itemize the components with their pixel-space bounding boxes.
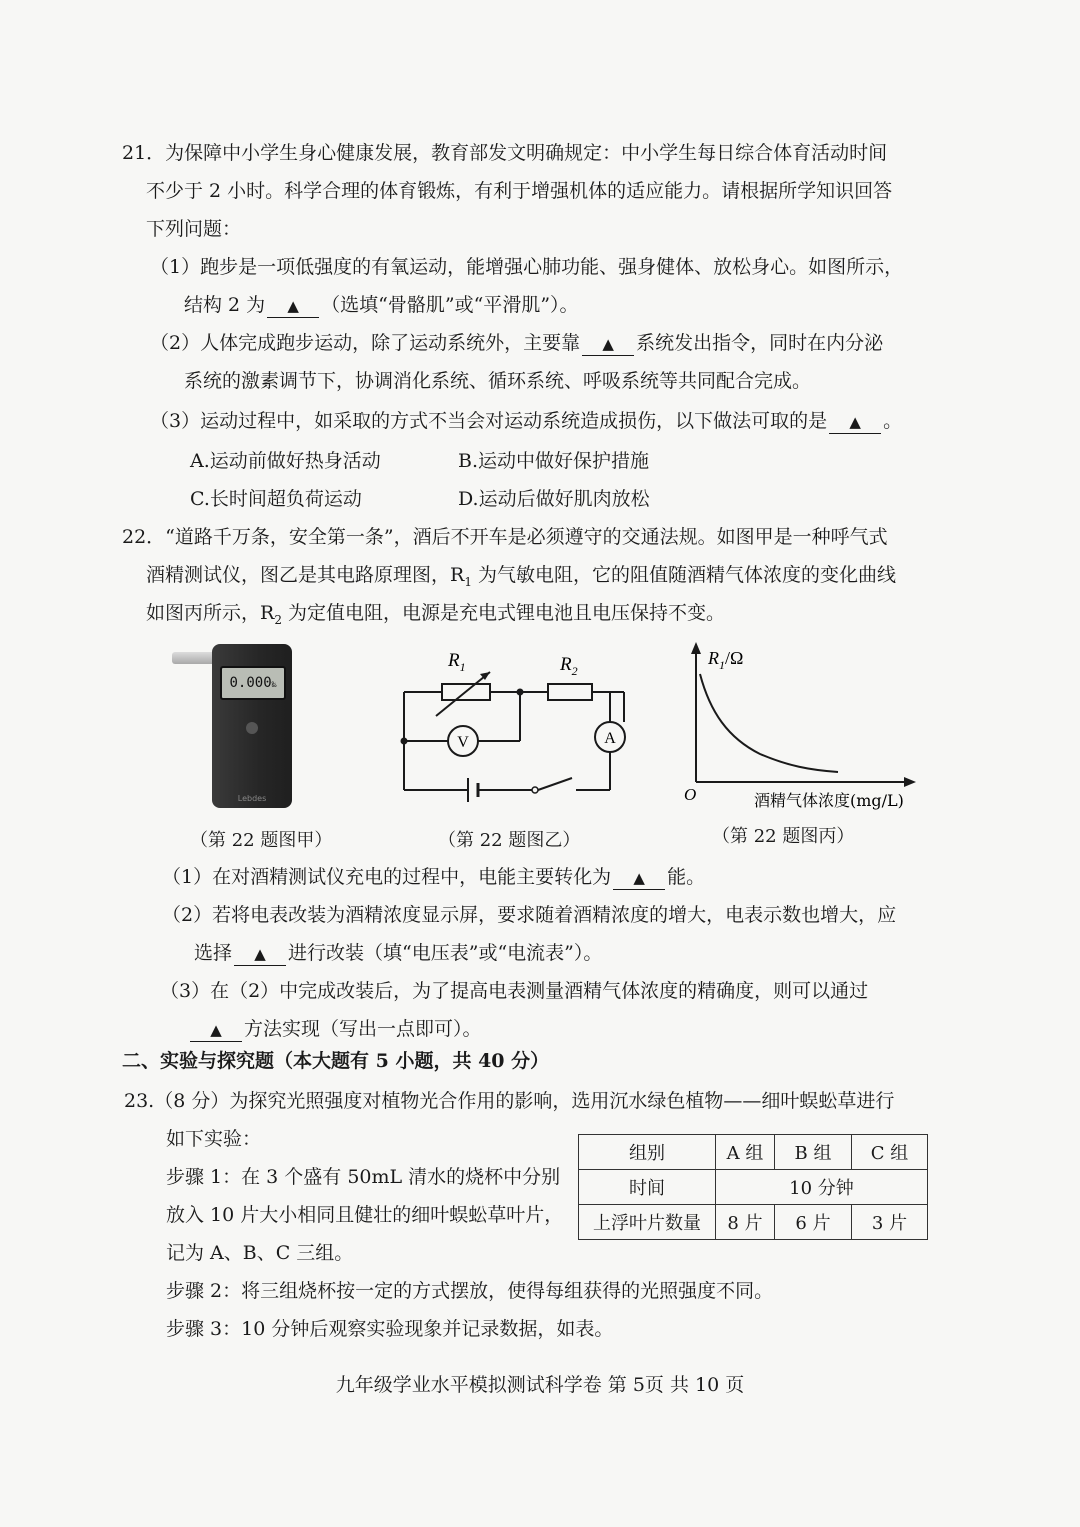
q22-line3-end: 为定值电阻，电源是充电式锂电池且电压保持不变。 <box>281 602 725 624</box>
q23-line1: 23.（8 分）为探究光照强度对植物光合作用的影响，选用沉水绿色植物——细叶蜈蚣草进行 <box>124 1090 895 1112</box>
q22-part1-prefix: （1）在对酒精测试仪充电的过程中，电能主要转化为 <box>162 866 612 888</box>
ammeter-label: A <box>604 730 616 747</box>
answer-blank[interactable] <box>267 294 319 318</box>
q22-part1-suffix: 能。 <box>667 866 706 888</box>
resistance-graph <box>680 640 940 815</box>
q21-part1-suffix: （选填“骨骼肌”或“平滑肌”）。 <box>321 294 579 316</box>
q21-part2-suffix: 系统发出指令，同时在内分泌 <box>636 332 884 354</box>
blank-triangle-icon: ▲ <box>849 413 861 431</box>
q22-part3-line1: （3）在（2）中完成改装后，为了提高电表测量酒精气体浓度的精确度，则可以通过 <box>160 980 869 1002</box>
q22-part3-line2 <box>188 1016 482 1042</box>
graph-origin-label: O <box>684 785 697 804</box>
section-heading: 二、实验与探究题（本大题有 5 小题，共 40 分） <box>122 1050 550 1072</box>
q23-step1-line1: 步骤 1：在 3 个盛有 50mL 清水的烧杯中分别 <box>166 1166 561 1188</box>
resistance-curve <box>700 674 838 772</box>
table-cell-float-b: 6 片 <box>775 1205 852 1240</box>
q21-line2: 不少于 2 小时。科学合理的体育锻炼，有利于增强机体的适应能力。请根据所学知识回答 <box>146 180 893 202</box>
r1-label: $R_1$ <box>448 650 466 674</box>
q22-line3 <box>146 600 725 633</box>
figure-c-caption: （第 22 题图丙） <box>712 826 855 847</box>
q22-line2-start: 酒精测试仪，图乙是其电路原理图，R <box>146 564 465 586</box>
q21-part3-prefix: （3）运动过程中，如采取的方式不当会对运动系统造成损伤，以下做法可取的是 <box>150 410 828 432</box>
q23-step1-line2: 放入 10 片大小相同且健壮的细叶蜈蚣草叶片， <box>166 1204 564 1226</box>
answer-blank[interactable] <box>829 410 881 434</box>
blank-triangle-icon: ▲ <box>254 945 266 963</box>
table-cell-float-a: 8 片 <box>716 1205 775 1240</box>
q21-part3-suffix: 。 <box>883 410 903 432</box>
table-header-b: B 组 <box>775 1135 852 1170</box>
q21-part3-line <box>150 408 902 434</box>
r1-subscript: 1 <box>464 574 472 589</box>
q21-part2-prefix: （2）人体完成跑步运动，除了运动系统外，主要靠 <box>150 332 581 354</box>
circuit-diagram <box>390 640 640 810</box>
q21-option-b: B.运动中做好保护措施 <box>458 450 650 472</box>
blank-triangle-icon: ▲ <box>602 335 614 353</box>
page-footer: 九年级学业水平模拟测试科学卷 第 5页 共 10 页 <box>335 1374 745 1396</box>
q23-step2: 步骤 2：将三组烧杯按一定的方式摆放，使得每组获得的光照强度不同。 <box>166 1280 774 1302</box>
table-cell-float-label: 上浮叶片数量 <box>579 1205 716 1240</box>
q22-part2-suffix: 进行改装（填“电压表”或“电流表”）。 <box>288 942 603 964</box>
blank-triangle-icon: ▲ <box>210 1021 222 1039</box>
graph-y-label: $R_1/\Omega$ <box>708 648 744 672</box>
table-header-group: 组别 <box>579 1135 716 1170</box>
q21-option-c: C.长时间超负荷运动 <box>190 488 362 510</box>
q22-line1: 22．“道路千万条，安全第一条”，酒后不开车是必须遵守的交通法规。如图甲是一种呼气式 <box>122 526 888 548</box>
table-row <box>579 1135 928 1170</box>
table-cell-time-label: 时间 <box>579 1170 716 1205</box>
q21-part2-line1 <box>150 330 883 356</box>
q23-line2: 如下实验： <box>166 1128 262 1150</box>
resistor-r2 <box>548 684 592 700</box>
power-button-icon <box>246 722 258 734</box>
q22-line2-end: 为气敏电阻，它的阻值随酒精气体浓度的变化曲线 <box>471 564 896 586</box>
breath-tube <box>172 652 216 664</box>
q21-part1-line2 <box>184 292 579 318</box>
q21-part2-line2: 系统的激素调节下，协调消化系统、循环系统、呼吸系统等共同配合完成。 <box>184 370 812 392</box>
q21-part1-prefix: 结构 2 为 <box>184 294 266 316</box>
q22-part2-prefix: 选择 <box>194 942 233 964</box>
q22-line3-start: 如图丙所示，R <box>146 602 275 624</box>
q22-part2-line2 <box>194 940 602 966</box>
q23-step3: 步骤 3：10 分钟后观察实验现象并记录数据，如表。 <box>166 1318 614 1340</box>
q22-part1-line <box>162 864 705 890</box>
device-reading: 0.000 <box>229 675 272 691</box>
q23-step1-line3: 记为 A、B、C 三组。 <box>166 1242 354 1264</box>
q21-line1: 21．为保障中小学生身心健康发展，教育部发文明确规定：中小学生每日综合体育活动时间 <box>122 142 888 164</box>
table-cell-time-value: 10 分钟 <box>716 1170 928 1205</box>
answer-blank[interactable] <box>234 942 286 966</box>
q22-line2 <box>146 562 896 595</box>
answer-blank[interactable] <box>190 1018 242 1042</box>
device-brand: Lebdes <box>237 794 267 803</box>
graph-x-label: 酒精气体浓度(mg/L) <box>754 791 904 810</box>
table-row <box>579 1205 928 1240</box>
figure-a-caption: （第 22 题图甲） <box>190 830 333 851</box>
blank-triangle-icon: ▲ <box>287 297 299 315</box>
results-table <box>578 1134 928 1240</box>
blank-triangle-icon: ▲ <box>633 869 645 887</box>
q22-part2-line1: （2）若将电表改装为酒精浓度显示屏，要求随着酒精浓度的增大，电表示数也增大，应 <box>162 904 897 926</box>
table-header-a: A 组 <box>716 1135 775 1170</box>
switch-blade <box>538 778 572 790</box>
q21-option-a: A.运动前做好热身活动 <box>190 450 381 472</box>
figure-b-caption: （第 22 题图乙） <box>438 830 581 851</box>
breathalyzer-device <box>212 644 292 808</box>
voltmeter-label: V <box>457 734 469 751</box>
q22-part3-suffix: 方法实现（写出一点即可）。 <box>244 1018 482 1040</box>
device-screen <box>220 666 286 700</box>
r2-label: $R_2$ <box>560 654 578 678</box>
table-row <box>579 1170 928 1205</box>
r2-subscript: 2 <box>274 612 282 627</box>
q21-part1-line1: （1）跑步是一项低强度的有氧运动，能增强心肺功能、强身健体、放松身心。如图所示， <box>150 256 904 278</box>
answer-blank[interactable] <box>613 866 665 890</box>
q21-line3: 下列问题： <box>146 218 242 240</box>
q21-option-d: D.运动后做好肌肉放松 <box>458 488 650 510</box>
table-cell-float-c: 3 片 <box>852 1205 928 1240</box>
answer-blank[interactable] <box>582 332 634 356</box>
table-header-c: C 组 <box>852 1135 928 1170</box>
device-unit: ‰ <box>271 680 277 689</box>
